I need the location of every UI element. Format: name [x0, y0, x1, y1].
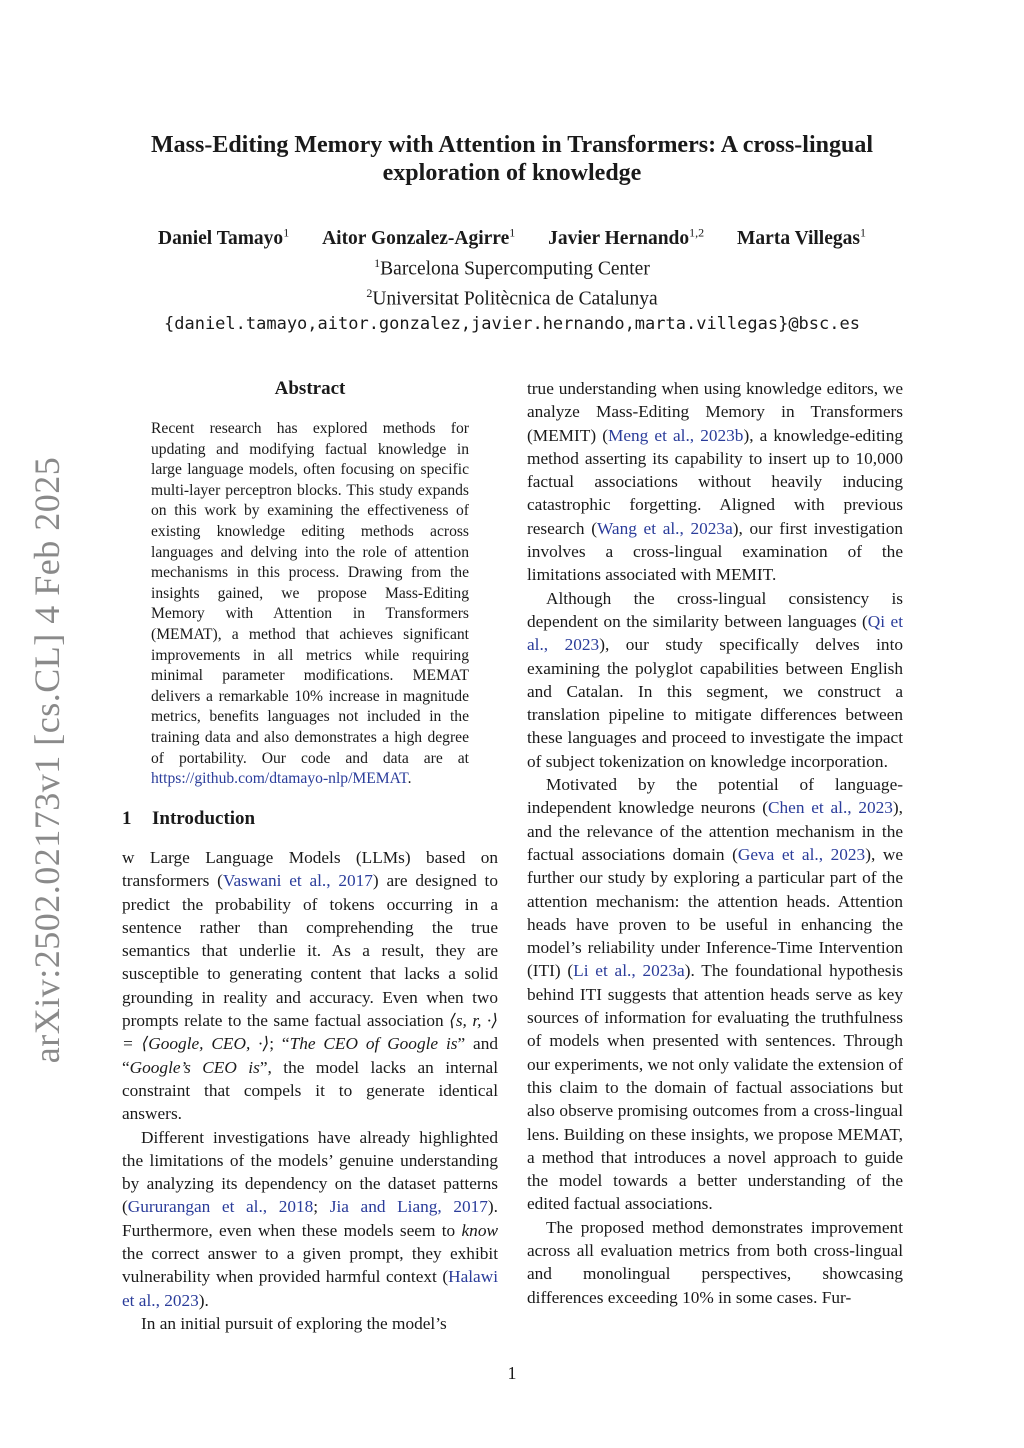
- author: Aitor Gonzalez-Agirre$^1$: [322, 225, 516, 249]
- abstract-body: Recent research has explored methods for updating and modifying factual knowledge in large language models, often focusing on specific multi-layer perceptron blocks. This study expands on this work by examining the effectiveness of existing knowledge editing methods across languages and delving into the role of attention mechanisms in this process. Drawing from the insights gained, we propose Mass-Editing Memory with Attention in Transformers (MEMAT), a method that achieves significant improvements in all metrics while requiring minimal parameter modifications. MEMAT delivers a remarkable 10% increase in magnitude metrics, benefits languages not included in the training data and also demonstrates a high degree of portability. Our code and data are at https://github.com/dtamayo-nlp/MEMAT.: [151, 420, 469, 788]
- paragraph: The proposed method demonstrates improvement across all evaluation metrics from both cross-lingual and monolingual perspectives, showcasing differences exceeding 10% in some cases. Fur-: [527, 1217, 903, 1307]
- arxiv-stamp: arXiv:2502.02173v1 [cs.CL] 4 Feb 2025: [27, 456, 67, 1064]
- author: Marta Villegas$^1$: [737, 225, 866, 249]
- title-line-1: Mass-Editing Memory with Attention in Transformers: A cross-lingual: [151, 132, 873, 158]
- page-number: 1: [507, 1363, 517, 1383]
- paragraph: w Large Language Models (LLMs) based on transformers (Vaswani et al., 2017) are designed to predict the probability of tokens occurring in a sentence rather than comprehending the true semantics that underlie it. As a result, they are susceptible to generating content that lacks a solid grounding in reality and accuracy. Even when two prompts relate to the same factual association ⟨s, r, ·⟩ = ⟨Google, CEO, ·⟩; “The CEO of Google is” and “Google’s CEO is”, the model lacks an internal constraint that compels it to generate identical answers.: [122, 848, 499, 1124]
- left-column: [122, 846, 498, 1335]
- citation-link[interactable]: Gururangan et al., 2018: [127, 1197, 314, 1217]
- citation-link[interactable]: Wang et al., 2023a: [597, 518, 733, 538]
- author-emails: {daniel.tamayo,aitor.gonzalez,javier.hernando,marta.villegas}@bsc.es: [164, 313, 860, 334]
- citation-link[interactable]: Li et al., 2023a: [573, 961, 685, 981]
- section-heading: 1 Introduction: [122, 808, 256, 829]
- paragraph: Different investigations have already highlighted the limitations of the models’ genuine understanding by analyzing its dependency on the dataset patterns (Gururangan et al., 2018; Jia and Liang, 2017). Furthermore, even when these models seem to know the correct answer to a given prompt, they exhibit vulnerability when provided harmful context (Halawi et al., 2023).: [122, 1127, 498, 1310]
- paragraph: Although the cross-lingual consistency is dependent on the similarity between languages (Qi et al., 2023), our study specifically delves into examining the polyglot capabilities between English and Catalan. In this segment, we construct a translation pipeline to mitigate differences between these languages and proceed to investigate the impact of subject tokenization on knowledge incorporation.: [527, 588, 904, 771]
- abstract-heading: Abstract: [274, 378, 346, 399]
- right-column: [527, 377, 903, 1309]
- citation-link[interactable]: Chen et al., 2023: [768, 798, 893, 818]
- author-block: [100, 220, 924, 337]
- title-line-2: exploration of knowledge: [382, 160, 642, 186]
- citation-link[interactable]: Qi et al., 2023: [527, 611, 904, 655]
- citation-link[interactable]: Halawi et al., 2023: [122, 1267, 498, 1310]
- code-link[interactable]: https://github.com/dtamayo-nlp/MEMAT: [151, 770, 408, 788]
- paragraph: true understanding when using knowledge editors, we analyze Mass-Editing Memory in Transformers (MEMIT) (Meng et al., 2023b), a knowledge-editing method asserting its capability to insert up to 10,000 factual associations without heavily inducing catastrophic forgetting. Aligned with previous research (Wang et al., 2023a), our first investigation involves a cross-lingual examination of the limitations associated with MEMIT.: [527, 379, 903, 585]
- paper-title: [112, 131, 912, 187]
- citation-link[interactable]: Jia and Liang, 2017: [329, 1197, 488, 1217]
- affiliation: $^2$Universitat Politècnica de Catalunya: [366, 286, 658, 310]
- paragraph: Motivated by the potential of language-independent knowledge neurons (Chen et al., 2023), and the relevance of the attention mechanism in the factual associations domain (Geva et al., 2023), we further our study by exploring a particular part of the attention mechanism: the attention heads. Attention heads have proven to be useful in enhancing the model’s reliability under Inference-Time Intervention (ITI) (Li et al., 2023a). The foundational hypothesis behind ITI suggests that attention heads serve as key sources of information for evaluating the truthfulness of models when presented with sentences. Through our experiments, we not only validate the extension of this claim to the domain of factual associations but also observe promising outcomes from a cross-lingual lens. Building on these insights, we propose MEMAT, a method that introduces a novel approach to guide the model towards a better understanding of the edited factual associations.: [527, 775, 903, 1214]
- author-names: [100, 220, 924, 251]
- author: Javier Hernando$^{1,2}$: [548, 225, 705, 249]
- author: Daniel Tamayo$^1$: [158, 225, 290, 249]
- affiliation: $^1$Barcelona Supercomputing Center: [374, 255, 650, 279]
- citation-link[interactable]: Geva et al., 2023: [737, 844, 866, 864]
- citation-link[interactable]: Meng et al., 2023b: [607, 425, 744, 445]
- math-expression: ⟨s, r, ·⟩ = ⟨Google, CEO, ·⟩: [122, 1011, 498, 1054]
- paragraph: In an initial pursuit of exploring the model’s: [141, 1313, 447, 1333]
- citation-link[interactable]: Vaswani et al., 2017: [222, 871, 373, 891]
